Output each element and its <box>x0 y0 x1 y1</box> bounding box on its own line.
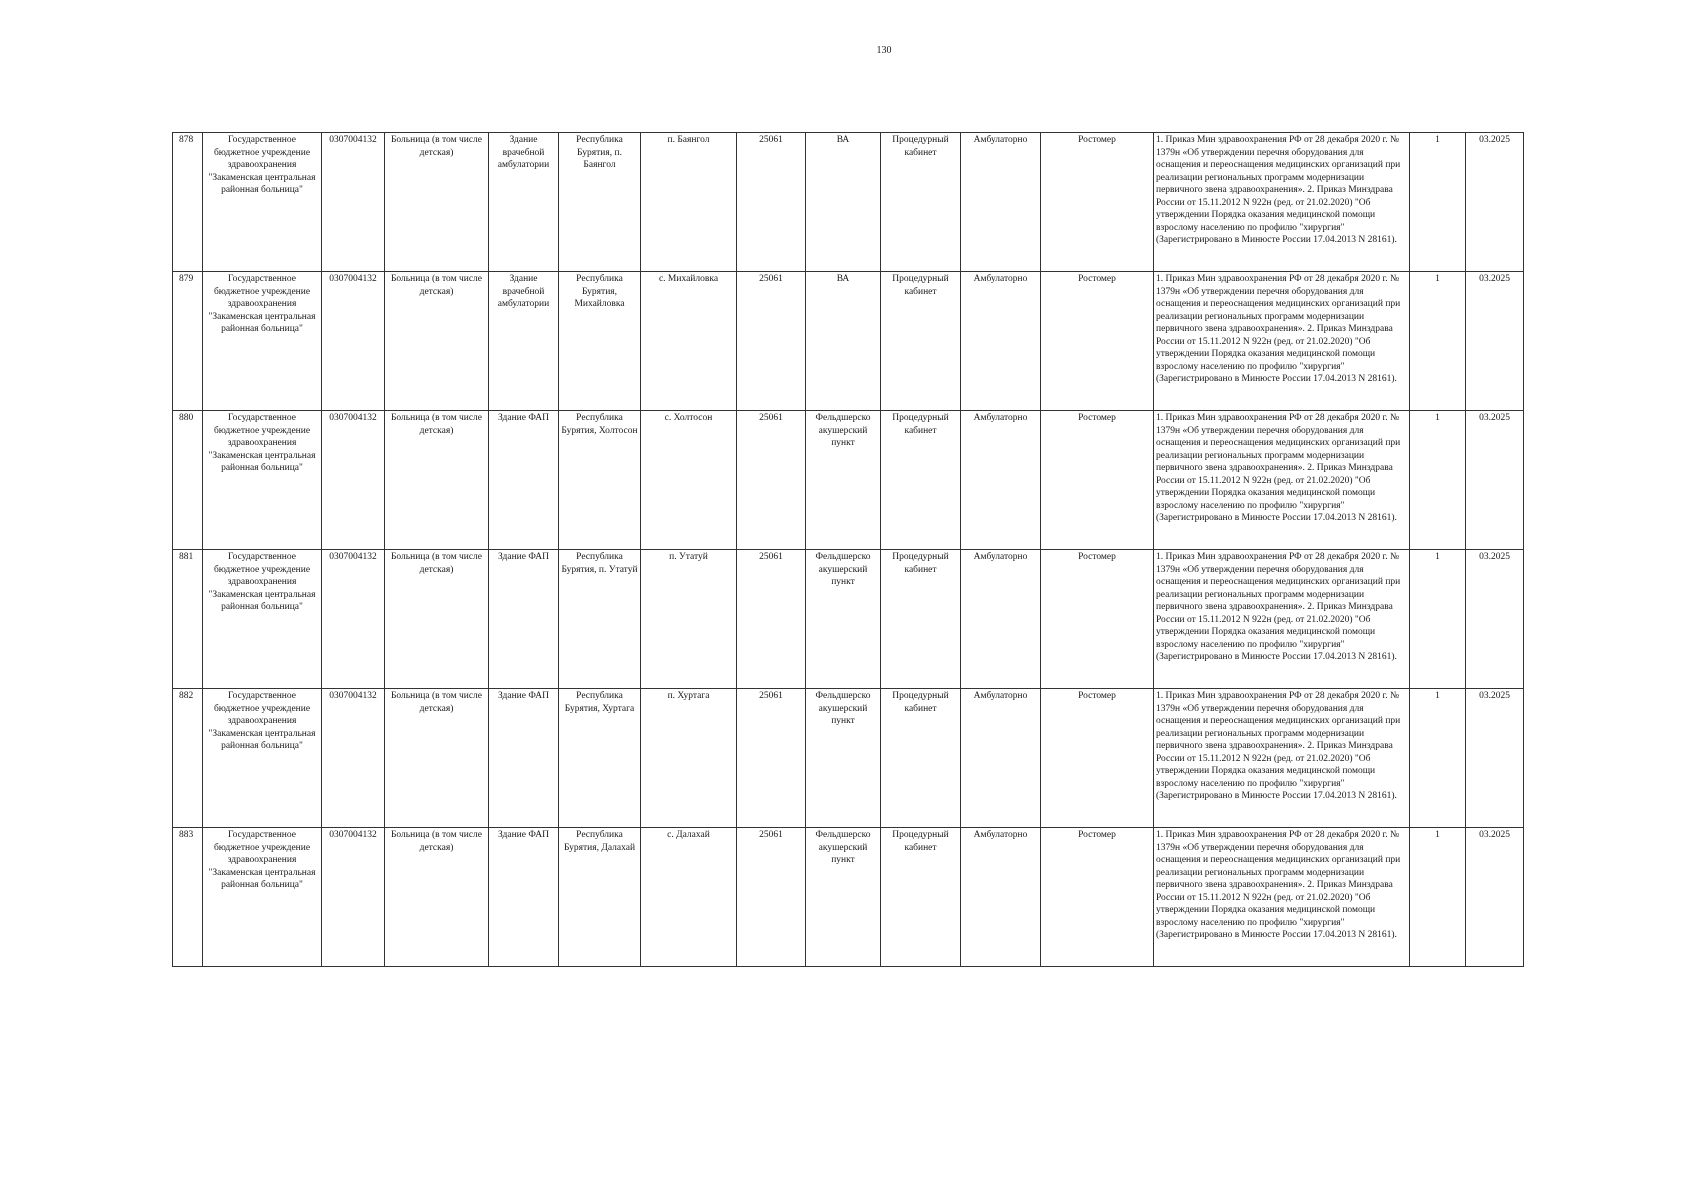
equipment-name: Ростомер <box>1041 133 1154 272</box>
table-row <box>173 133 1524 272</box>
locality-name: п. Хуртага <box>641 689 737 828</box>
delivery-date: 03.2025 <box>1466 272 1524 411</box>
table-row <box>173 411 1524 550</box>
equipment-name: Ростомер <box>1041 828 1154 967</box>
facility-type: Больница (в том числе детская) <box>385 133 489 272</box>
region-address: Республика Бурятия, Холтосон <box>559 411 641 550</box>
quantity: 1 <box>1410 272 1466 411</box>
legal-basis: 1. Приказ Мин здравоохранения РФ от 28 декабря 2020 г. № 1379н «Об утверждении перечня оборудования для оснащения и переоснащения медицинских организаций при реализации региональных программ модернизации первичного звена здравоохранения». 2. Приказ Минздрава России от 15.11.2012 N 922н (ред. от 21.02.2020) "Об утверждении Порядка оказания медицинской помощи взрослому населению по профилю "хирургия" (Зарегистрировано в Минюсте России 17.04.2013 N 28161). <box>1154 689 1410 828</box>
equipment-name: Ростомер <box>1041 550 1154 689</box>
region-address: Республика Бурятия, Далахай <box>559 828 641 967</box>
unit-type: ВА <box>806 272 881 411</box>
table-row <box>173 689 1524 828</box>
institution-name: Государственное бюджетное учреждение здравоохранения "Закаменская центральная районная больница" <box>203 550 322 689</box>
building-name: Здание врачебной амбулатории <box>489 272 559 411</box>
institution-code: 0307004132 <box>322 411 385 550</box>
row-number: 882 <box>173 689 203 828</box>
facility-type: Больница (в том числе детская) <box>385 411 489 550</box>
care-condition: Амбулаторно <box>961 411 1041 550</box>
row-number: 881 <box>173 550 203 689</box>
page-number: 130 <box>876 45 892 56</box>
equipment-name: Ростомер <box>1041 411 1154 550</box>
table-row <box>173 828 1524 967</box>
okato-code: 25061 <box>737 411 806 550</box>
row-number: 878 <box>173 133 203 272</box>
institution-name: Государственное бюджетное учреждение здравоохранения "Закаменская центральная районная больница" <box>203 828 322 967</box>
region-address: Республика Бурятия, Хуртага <box>559 689 641 828</box>
facility-type: Больница (в том числе детская) <box>385 272 489 411</box>
unit-type: Фельдшерско акушерский пункт <box>806 828 881 967</box>
delivery-date: 03.2025 <box>1466 689 1524 828</box>
unit-type: Фельдшерско акушерский пункт <box>806 689 881 828</box>
okato-code: 25061 <box>737 272 806 411</box>
institution-code: 0307004132 <box>322 689 385 828</box>
care-condition: Амбулаторно <box>961 272 1041 411</box>
table-row <box>173 272 1524 411</box>
row-number: 883 <box>173 828 203 967</box>
institution-name: Государственное бюджетное учреждение здравоохранения "Закаменская центральная районная больница" <box>203 411 322 550</box>
locality-name: с. Михайловка <box>641 272 737 411</box>
equipment-name: Ростомер <box>1041 272 1154 411</box>
locality-name: п. Баянгол <box>641 133 737 272</box>
legal-basis: 1. Приказ Мин здравоохранения РФ от 28 декабря 2020 г. № 1379н «Об утверждении перечня оборудования для оснащения и переоснащения медицинских организаций при реализации региональных программ модернизации первичного звена здравоохранения». 2. Приказ Минздрава России от 15.11.2012 N 922н (ред. от 21.02.2020) "Об утверждении Порядка оказания медицинской помощи взрослому населению по профилю "хирургия" (Зарегистрировано в Минюсте России 17.04.2013 N 28161). <box>1154 133 1410 272</box>
institution-code: 0307004132 <box>322 550 385 689</box>
legal-basis: 1. Приказ Мин здравоохранения РФ от 28 декабря 2020 г. № 1379н «Об утверждении перечня оборудования для оснащения и переоснащения медицинских организаций при реализации региональных программ модернизации первичного звена здравоохранения». 2. Приказ Минздрава России от 15.11.2012 N 922н (ред. от 21.02.2020) "Об утверждении Порядка оказания медицинской помощи взрослому населению по профилю "хирургия" (Зарегистрировано в Минюсте России 17.04.2013 N 28161). <box>1154 828 1410 967</box>
legal-basis: 1. Приказ Мин здравоохранения РФ от 28 декабря 2020 г. № 1379н «Об утверждении перечня оборудования для оснащения и переоснащения медицинских организаций при реализации региональных программ модернизации первичного звена здравоохранения». 2. Приказ Минздрава России от 15.11.2012 N 922н (ред. от 21.02.2020) "Об утверждении Порядка оказания медицинской помощи взрослому населению по профилю "хирургия" (Зарегистрировано в Минюсте России 17.04.2013 N 28161). <box>1154 550 1410 689</box>
unit-type: Фельдшерско акушерский пункт <box>806 411 881 550</box>
region-address: Республика Бурятия, п. Баянгол <box>559 133 641 272</box>
care-condition: Амбулаторно <box>961 828 1041 967</box>
locality-name: п. Утатуй <box>641 550 737 689</box>
room-name: Процедурный кабинет <box>881 133 961 272</box>
table-row <box>173 550 1524 689</box>
institution-code: 0307004132 <box>322 272 385 411</box>
region-address: Республика Бурятия, п. Утатуй <box>559 550 641 689</box>
region-address: Республика Бурятия, Михайловка <box>559 272 641 411</box>
legal-basis: 1. Приказ Мин здравоохранения РФ от 28 декабря 2020 г. № 1379н «Об утверждении перечня оборудования для оснащения и переоснащения медицинских организаций при реализации региональных программ модернизации первичного звена здравоохранения». 2. Приказ Минздрава России от 15.11.2012 N 922н (ред. от 21.02.2020) "Об утверждении Порядка оказания медицинской помощи взрослому населению по профилю "хирургия" (Зарегистрировано в Минюсте России 17.04.2013 N 28161). <box>1154 272 1410 411</box>
row-number: 879 <box>173 272 203 411</box>
room-name: Процедурный кабинет <box>881 411 961 550</box>
building-name: Здание врачебной амбулатории <box>489 133 559 272</box>
quantity: 1 <box>1410 133 1466 272</box>
quantity: 1 <box>1410 550 1466 689</box>
locality-name: с. Далахай <box>641 828 737 967</box>
facility-type: Больница (в том числе детская) <box>385 689 489 828</box>
institution-name: Государственное бюджетное учреждение здравоохранения "Закаменская центральная районная больница" <box>203 689 322 828</box>
room-name: Процедурный кабинет <box>881 828 961 967</box>
care-condition: Амбулаторно <box>961 689 1041 828</box>
quantity: 1 <box>1410 828 1466 967</box>
legal-basis: 1. Приказ Мин здравоохранения РФ от 28 декабря 2020 г. № 1379н «Об утверждении перечня оборудования для оснащения и переоснащения медицинских организаций при реализации региональных программ модернизации первичного звена здравоохранения». 2. Приказ Минздрава России от 15.11.2012 N 922н (ред. от 21.02.2020) "Об утверждении Порядка оказания медицинской помощи взрослому населению по профилю "хирургия" (Зарегистрировано в Минюсте России 17.04.2013 N 28161). <box>1154 411 1410 550</box>
room-name: Процедурный кабинет <box>881 550 961 689</box>
institution-name: Государственное бюджетное учреждение здравоохранения "Закаменская центральная районная больница" <box>203 272 322 411</box>
okato-code: 25061 <box>737 689 806 828</box>
unit-type: ВА <box>806 133 881 272</box>
unit-type: Фельдшерско акушерский пункт <box>806 550 881 689</box>
institution-code: 0307004132 <box>322 828 385 967</box>
equipment-register-table <box>172 132 1524 967</box>
quantity: 1 <box>1410 411 1466 550</box>
building-name: Здание ФАП <box>489 828 559 967</box>
facility-type: Больница (в том числе детская) <box>385 550 489 689</box>
okato-code: 25061 <box>737 133 806 272</box>
care-condition: Амбулаторно <box>961 133 1041 272</box>
delivery-date: 03.2025 <box>1466 411 1524 550</box>
room-name: Процедурный кабинет <box>881 689 961 828</box>
building-name: Здание ФАП <box>489 689 559 828</box>
locality-name: с. Холтосон <box>641 411 737 550</box>
delivery-date: 03.2025 <box>1466 550 1524 689</box>
row-number: 880 <box>173 411 203 550</box>
institution-name: Государственное бюджетное учреждение здравоохранения "Закаменская центральная районная больница" <box>203 133 322 272</box>
quantity: 1 <box>1410 689 1466 828</box>
institution-code: 0307004132 <box>322 133 385 272</box>
room-name: Процедурный кабинет <box>881 272 961 411</box>
delivery-date: 03.2025 <box>1466 828 1524 967</box>
building-name: Здание ФАП <box>489 550 559 689</box>
equipment-name: Ростомер <box>1041 689 1154 828</box>
care-condition: Амбулаторно <box>961 550 1041 689</box>
okato-code: 25061 <box>737 828 806 967</box>
building-name: Здание ФАП <box>489 411 559 550</box>
delivery-date: 03.2025 <box>1466 133 1524 272</box>
okato-code: 25061 <box>737 550 806 689</box>
facility-type: Больница (в том числе детская) <box>385 828 489 967</box>
